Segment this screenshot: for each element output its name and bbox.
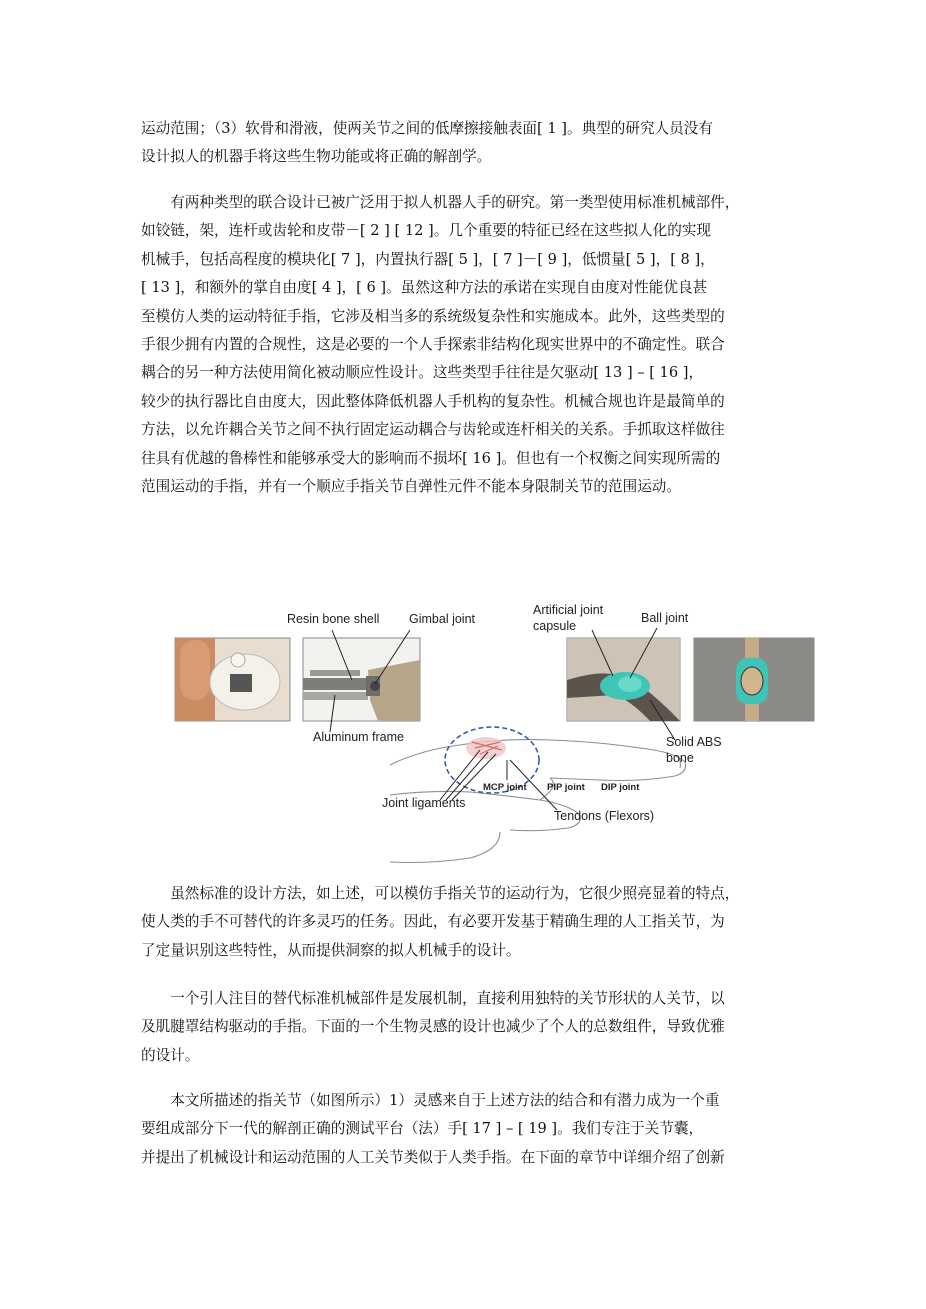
label-mcp-joint: MCP joint bbox=[483, 782, 527, 793]
paragraph-2 bbox=[141, 189, 791, 501]
label-artificial-joint-capsule-2: capsule bbox=[533, 619, 577, 633]
paragraph-5 bbox=[141, 1087, 791, 1172]
paragraph-1 bbox=[141, 115, 791, 172]
text-line: 运动范围；（3）软骨和滑液，使两关节之间的低摩擦接触表面[ 1 ]。典型的研究人员没有 bbox=[141, 120, 713, 137]
text-line: 设计拟人的机器手将这些生物功能或将正确的解剖学。 bbox=[141, 148, 492, 166]
joint-ligaments-drawing bbox=[466, 737, 506, 759]
label-ball-joint: Ball joint bbox=[641, 611, 689, 625]
text-line: 使人类的手不可替代的许多灵巧的任务。因此，有必要开发基于精确生理的人工指关节，为 bbox=[141, 913, 725, 931]
text-line: 并提出了机械设计和运动范围的人工关节类似于人类手指。在下面的章节中详细介绍了创新 bbox=[141, 1148, 725, 1166]
text-line: 至模仿人类的运动特征手指，它涉及相当多的系统级复杂性和实施成本。此外，这些类型的 bbox=[141, 307, 725, 325]
text-line: 虽然标准的设计方法，如上述，可以模仿手指关节的运动行为，它很少照亮显着的特点， bbox=[141, 885, 740, 902]
paragraph-3 bbox=[141, 880, 791, 965]
text-line: 范围运动的手指，并有一个顺应手指关节自弹性元件不能本身限制关节的范围运动。 bbox=[141, 478, 681, 496]
finger-joint-figure bbox=[170, 600, 820, 865]
text-line: 如铰链，架，连杆或齿轮和皮带－[ 2 ] [ 12 ]。几个重要的特征已经在这些拟人化的实现 bbox=[141, 222, 712, 240]
text-line: 及肌腱罩结构驱动的手指。下面的一个生物灵感的设计也减少了个人的总数组件，导致优雅 bbox=[141, 1018, 725, 1036]
label-dip-joint: DIP joint bbox=[601, 782, 640, 793]
label-aluminum-frame: Aluminum frame bbox=[313, 730, 404, 744]
text-line: 了定量识别这些特性，从而提供洞察的拟人机械手的设计。 bbox=[141, 941, 521, 959]
text-line: 要组成部分下一代的解剖正确的测试平台（法）手[ 17 ] – [ 19 ]。我们专注于关节囊， bbox=[141, 1120, 704, 1138]
text-line: 方法，以允许耦合关节之间不执行固定运动耦合与齿轮或连杆相关的关系。手抓取这样做往 bbox=[141, 421, 725, 439]
label-solid-abs-bone-2: bone bbox=[666, 751, 694, 765]
photo-artificial-capsule bbox=[567, 638, 680, 721]
figure-drawing bbox=[170, 600, 820, 865]
text-line: 一个引人注目的替代标准机械部件是发展机制，直接利用独特的关节形状的人关节，以 bbox=[141, 990, 725, 1007]
text-line: 机械手，包括高程度的模块化[ 7 ]，内置执行器[ 5 ]，[ 7 ]－[ 9 ]，低惯量[ 5 ]，[ 8 ]， bbox=[141, 250, 715, 268]
label-tendons-flexors: Tendons (Flexors) bbox=[554, 809, 655, 823]
label-resin-bone-shell: Resin bone shell bbox=[287, 612, 380, 626]
text-line: 本文所描述的指关节（如图所示）1）灵感来自于上述方法的结合和有潜力成为一个重 bbox=[141, 1092, 720, 1109]
text-line: 较少的执行器比自由度大，因此整体降低机器人手机构的复杂性。机械合规也许是最简单的 bbox=[141, 392, 725, 410]
text-line: 有两种类型的联合设计已被广泛用于拟人机器人手的研究。第一类型使用标准机械部件， bbox=[141, 194, 740, 211]
label-pip-joint: PIP joint bbox=[547, 782, 585, 793]
text-line: 的设计。 bbox=[141, 1046, 200, 1064]
text-line: [ 13 ]，和额外的掌自由度[ 4 ]，[ 6 ]。虽然这种方法的承诺在实现自由度对性能优良甚 bbox=[141, 279, 708, 297]
label-solid-abs-bone: Solid ABS bbox=[666, 735, 722, 749]
label-artificial-joint-capsule: Artificial joint bbox=[533, 603, 604, 617]
photo-resin-bone bbox=[175, 638, 290, 721]
text-line: 耦合的另一种方法使用简化被动顺应性设计。这些类型手往往是欠驱动[ 13 ] – [ 16 ]， bbox=[141, 364, 704, 382]
photo-ball-joint bbox=[694, 638, 814, 721]
paragraph-4 bbox=[141, 985, 791, 1070]
label-joint-ligaments: Joint ligaments bbox=[382, 796, 466, 810]
label-gimbal-joint: Gimbal joint bbox=[409, 612, 475, 626]
photo-gimbal-joint bbox=[303, 638, 420, 721]
text-line: 往具有优越的鲁棒性和能够承受大的影响而不损坏[ 16 ]。但也有一个权衡之间实现所需的 bbox=[141, 449, 721, 467]
text-line: 手很少拥有内置的合规性，这是必要的一个人手探索非结构化现实世界中的不确定性。联合 bbox=[141, 336, 725, 354]
